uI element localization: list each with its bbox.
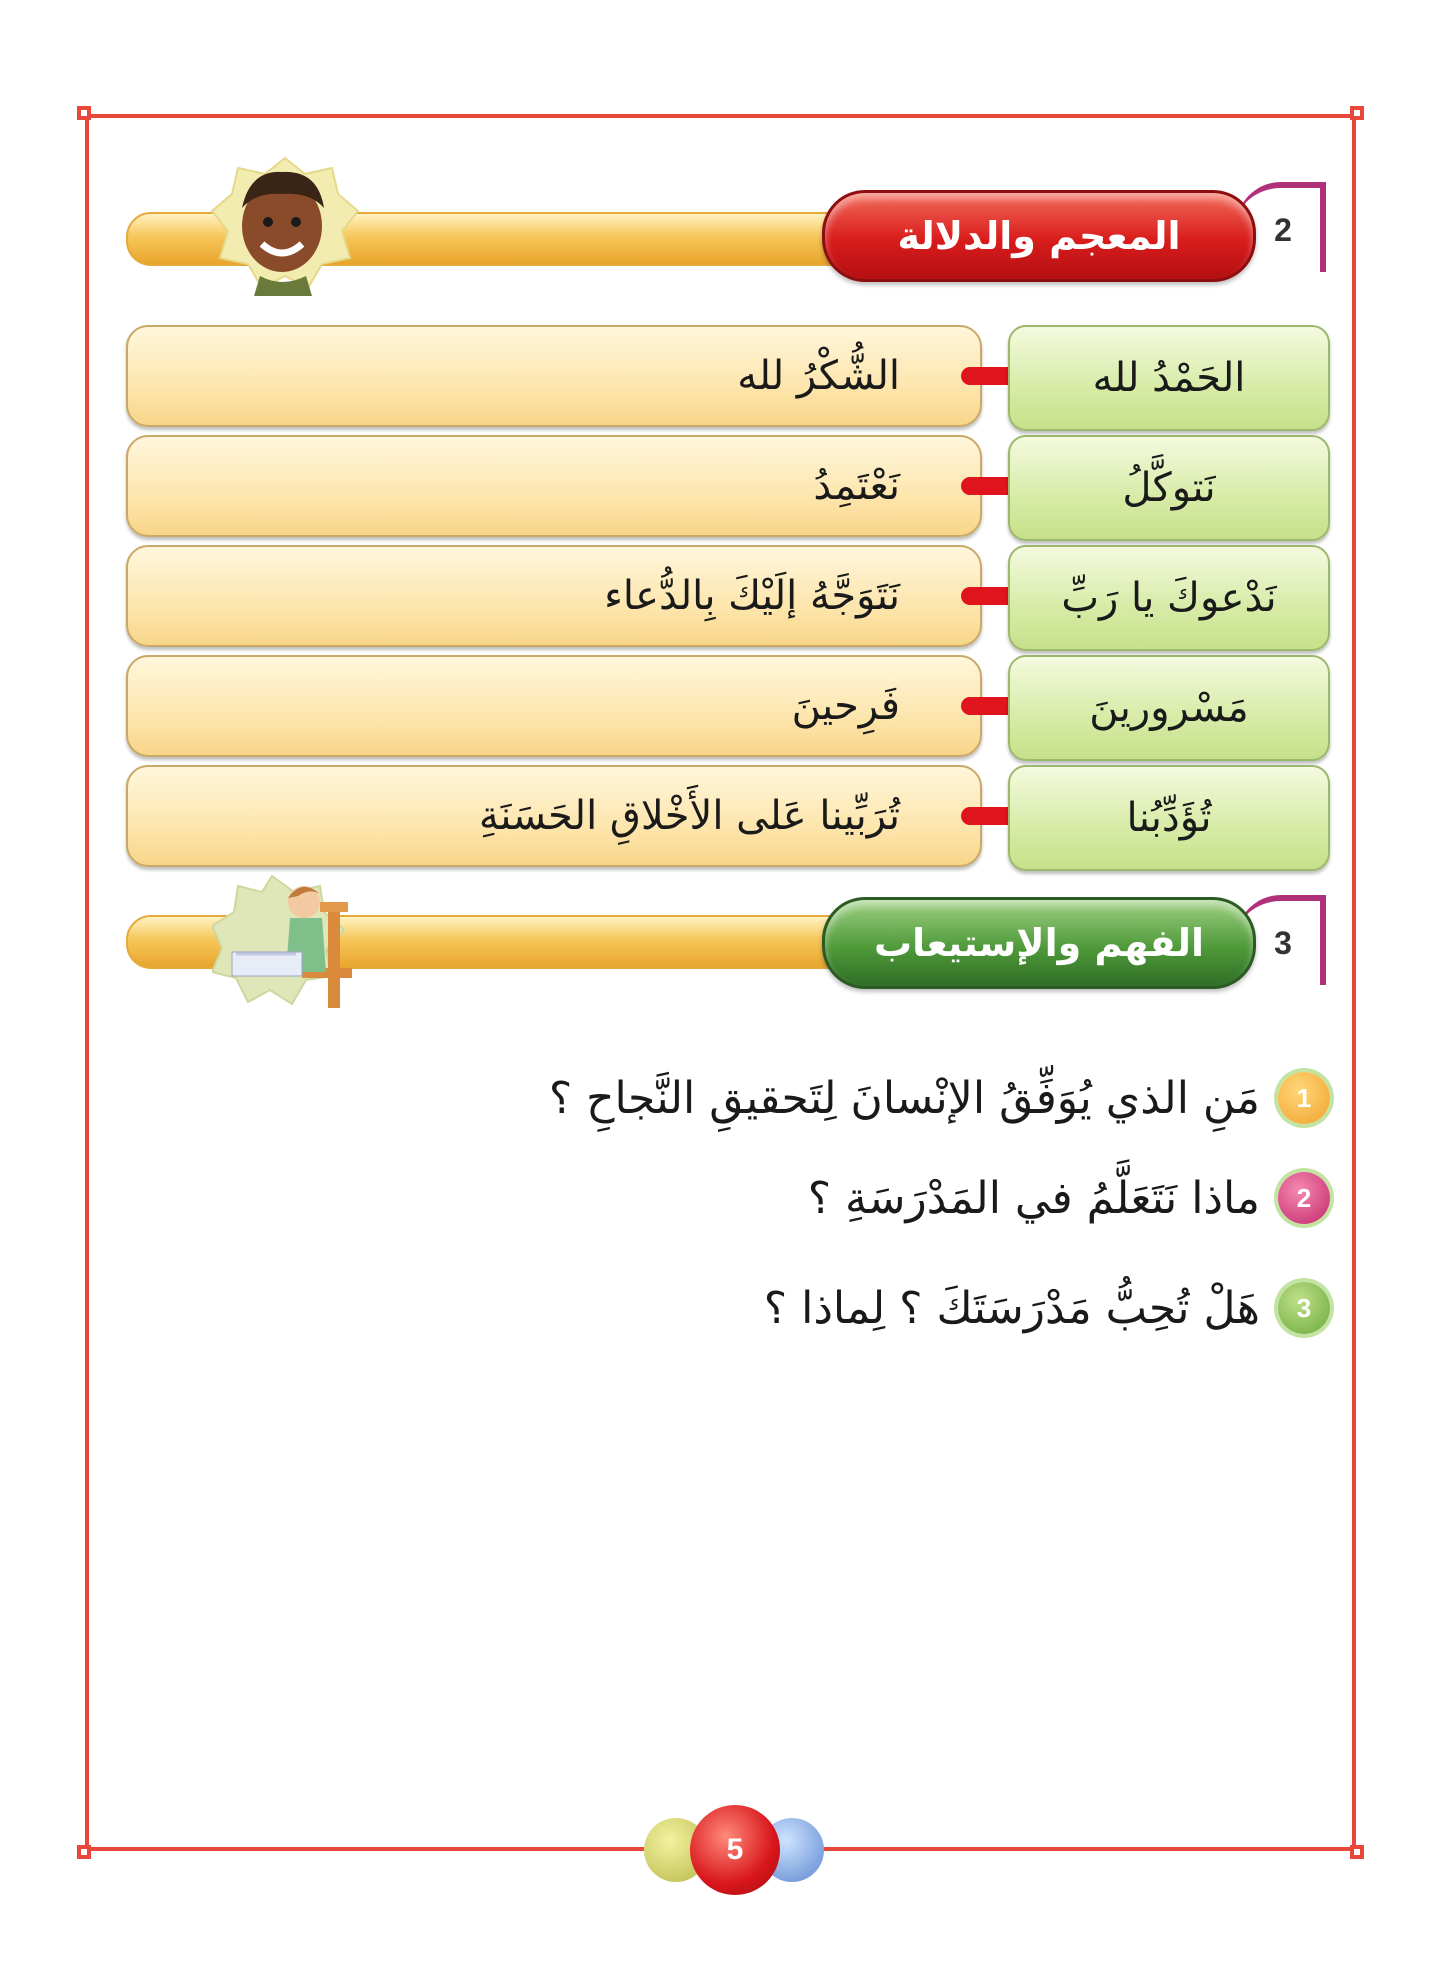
word-text: تُؤَدِّبُنا [1126,795,1212,841]
question-row [764,1273,1330,1343]
meaning-box [126,545,982,647]
word-box [1008,435,1330,541]
section2-title [822,190,1256,282]
page-number: 5 [690,1805,780,1895]
meaning-text: نَعْتَمِدُ [813,463,900,509]
meaning-text: تُرَبِّينا عَلى الأَخْلاقِ الحَسَنَةِ [478,793,900,839]
question-text: ماذا نَتَعَلَّمُ في المَدْرَسَةِ ؟ [807,1172,1260,1224]
frame-corner-top-left [85,114,129,158]
frame-corner-bottom-right [1312,1807,1356,1851]
question-text: مَنِ الذي يُوَفِّقُ الإنْسانَ لِتَحقيقِ النَّجاحِ ؟ [548,1072,1260,1124]
question-number-badge: 1 [1278,1072,1330,1124]
word-text: نَتوكَّلُ [1122,465,1216,511]
meaning-box [126,435,982,537]
word-box [1008,655,1330,761]
boy-avatar [210,156,360,296]
question-number-badge: 2 [1278,1172,1330,1224]
meaning-box [126,765,982,867]
section2-title-text: المعجم والدلالة [897,214,1181,258]
question-number-badge: 3 [1278,1282,1330,1334]
question-text: هَلْ تُحِبُّ مَدْرَسَتَكَ ؟ لِماذا ؟ [763,1282,1260,1334]
meaning-text: نَتَوَجَّهُ إلَيْكَ بِالدُّعاء [604,573,900,619]
question-row [549,1063,1330,1133]
section3-title-text: الفهم والإستيعاب [874,921,1204,965]
word-box [1008,325,1330,431]
word-text: الحَمْدُ لله [1092,355,1246,401]
word-text: نَدْعوكَ يا رَبِّ [1061,575,1277,621]
meaning-box [126,655,982,757]
section3-title [822,897,1256,989]
frame-corner-top-right [1312,114,1356,158]
studying-child-illustration [212,872,372,1012]
meaning-text: الشُّكْرُ لله [737,353,900,399]
word-text: مَسْرورينَ [1089,685,1249,731]
section3-number: 3 [1236,895,1326,985]
meaning-text: فَرِحينَ [791,683,900,729]
question-row [808,1163,1330,1233]
meaning-box [126,325,982,427]
word-box [1008,545,1330,651]
frame-corner-bottom-left [85,1807,129,1851]
word-box [1008,765,1330,871]
section2-number: 2 [1236,182,1326,272]
